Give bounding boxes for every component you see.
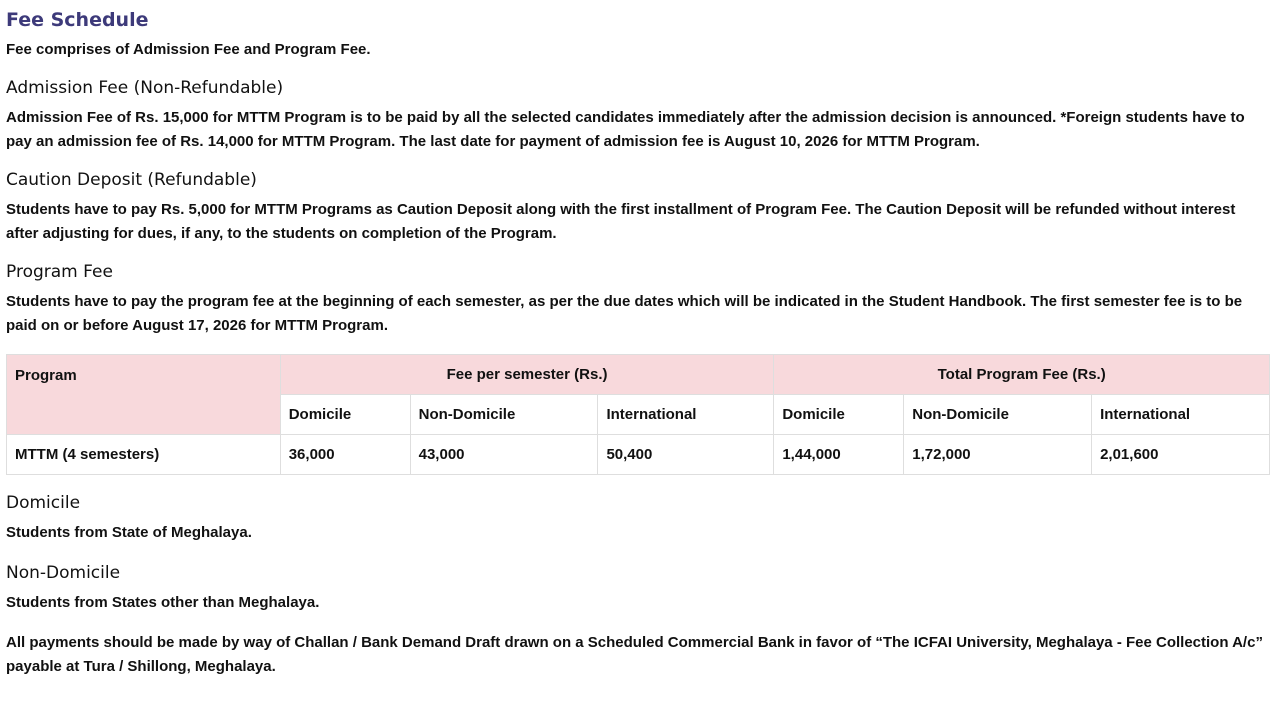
domicile-heading: Domicile xyxy=(6,493,81,513)
semester-international-value: 50,400 xyxy=(598,435,774,475)
table-header-row xyxy=(7,355,1270,395)
domicile-text: Students from State of Meghalaya. xyxy=(6,524,252,541)
table-row xyxy=(7,435,1270,475)
page-title: Fee Schedule xyxy=(6,9,149,31)
total-non-domicile-value: 1,72,000 xyxy=(904,435,1092,475)
program-fee-text: Students have to pay the program fee at the beginning of each semester, as per the due dates which will be indicated in the Student Handbook. The first semester fee is to be paid on or before August 17, 2026 for MTTM Program. xyxy=(6,293,1243,334)
semester-domicile-value: 36,000 xyxy=(280,435,410,475)
fee-table xyxy=(6,354,1270,475)
program-name-cell: MTTM (4 semesters) xyxy=(7,435,281,475)
fee-per-semester-header: Fee per semester (Rs.) xyxy=(280,355,774,395)
non-domicile-heading: Non-Domicile xyxy=(6,563,121,583)
caution-deposit-text: Students have to pay Rs. 5,000 for MTTM Programs as Caution Deposit along with the first installment of Program Fee. The Caution Deposit will be refunded without interest after adjusting for dues, if any, to the students on completion of the Program. xyxy=(6,201,1236,242)
caution-deposit-heading: Caution Deposit (Refundable) xyxy=(6,170,257,190)
total-international-value: 2,01,600 xyxy=(1092,435,1270,475)
admission-fee-heading: Admission Fee (Non-Refundable) xyxy=(6,78,284,98)
total-international-header: International xyxy=(1092,395,1270,435)
intro-text: Fee comprises of Admission Fee and Program Fee. xyxy=(6,41,371,58)
semester-domicile-header: Domicile xyxy=(280,395,410,435)
total-program-fee-header: Total Program Fee (Rs.) xyxy=(774,355,1270,395)
semester-non-domicile-header: Non-Domicile xyxy=(410,395,598,435)
semester-non-domicile-value: 43,000 xyxy=(410,435,598,475)
total-domicile-header: Domicile xyxy=(774,395,904,435)
admission-fee-text: Admission Fee of Rs. 15,000 for MTTM Program is to be paid by all the selected candidates immediately after the admission decision is announced. *Foreign students have to pay an admission fee of Rs. 14,000 for MTTM Program. The last date for payment of admission fee is August 10, 2026 for MTTM Program. xyxy=(6,109,1245,150)
program-column-header: Program xyxy=(7,355,281,435)
semester-international-header: International xyxy=(598,395,774,435)
non-domicile-text: Students from States other than Meghalaya. xyxy=(6,594,320,611)
payment-note: All payments should be made by way of Challan / Bank Demand Draft drawn on a Scheduled Commercial Bank in favor of “The ICFAI University, Meghalaya - Fee Collection A/c” payable at Tura / Shillong, Meghalaya. xyxy=(6,634,1263,675)
total-domicile-value: 1,44,000 xyxy=(774,435,904,475)
program-fee-heading: Program Fee xyxy=(6,262,113,282)
total-non-domicile-header: Non-Domicile xyxy=(904,395,1092,435)
